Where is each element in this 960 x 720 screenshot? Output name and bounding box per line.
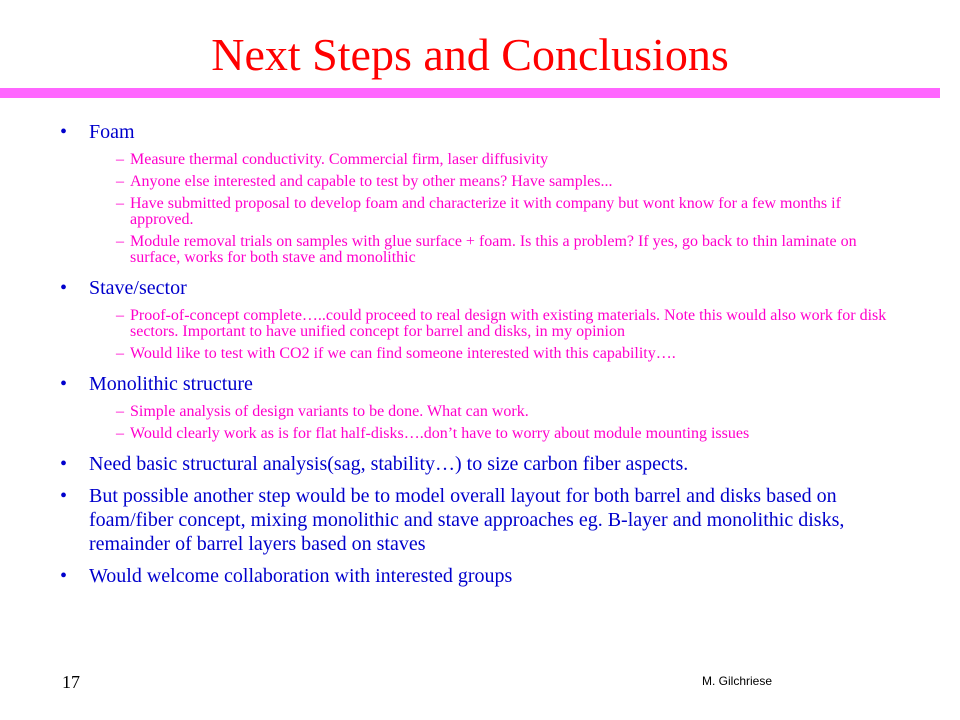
dash-icon: – <box>116 173 124 190</box>
sub-item-text: Module removal trials on samples with glue surface + foam. Is this a problem? If yes, go back to thin laminate on surface, works for both stave and monolithic <box>130 233 857 266</box>
sub-item-text: Have submitted proposal to develop foam and characterize it with company but wont know for a few months if approved. <box>130 195 841 228</box>
list-item-text: Would welcome collaboration with interested groups <box>89 565 513 587</box>
dash-icon: – <box>116 403 124 420</box>
list-item <box>60 484 920 556</box>
list-item <box>60 564 920 588</box>
sub-item <box>60 426 920 442</box>
sub-item-text: Simple analysis of design variants to be done. What can work. <box>130 403 529 420</box>
title-underline <box>0 88 940 98</box>
bullet-icon: • <box>60 121 68 143</box>
list-item-text: But possible another step would be to model overall layout for both barrel and disks based on foam/fiber concept, mixing monolithic and stave approaches eg. B-layer and monolithic disks, remainder of barrel layers based on staves <box>89 485 845 555</box>
sub-item <box>60 346 920 362</box>
sub-item-text: Anyone else interested and capable to test by other means? Have samples... <box>130 173 613 190</box>
list-item <box>60 276 920 362</box>
sub-list <box>60 404 920 442</box>
sub-item <box>60 404 920 420</box>
bullet-icon: • <box>60 485 68 507</box>
dash-icon: – <box>116 307 124 324</box>
sub-item-text: Would like to test with CO2 if we can find someone interested with this capability…. <box>130 345 676 362</box>
sub-item <box>60 234 920 266</box>
bullet-list <box>60 120 920 596</box>
sub-list <box>60 152 920 266</box>
sub-item-text: Proof-of-concept complete…..could proceed to real design with existing materials. Note this would also work for disk sectors. Important to have unified concept for barrel and disks, in my opinion <box>130 307 887 340</box>
page-number: 17 <box>62 672 80 692</box>
author-label: M. Gilchriese <box>702 674 773 688</box>
sub-item-text: Would clearly work as is for flat half-disks….don’t have to worry about module mounting issues <box>130 425 750 442</box>
dash-icon: – <box>116 233 124 250</box>
list-item <box>60 452 920 476</box>
bullet-icon: • <box>60 565 68 587</box>
list-item-text: Monolithic structure <box>89 373 253 395</box>
sub-item <box>60 152 920 168</box>
bullet-icon: • <box>60 373 68 395</box>
sub-item <box>60 196 920 228</box>
bullet-icon: • <box>60 453 68 475</box>
dash-icon: – <box>116 151 124 168</box>
sub-item <box>60 174 920 190</box>
list-item-text: Stave/sector <box>89 277 187 299</box>
list-item <box>60 120 920 266</box>
sub-item-text: Measure thermal conductivity. Commercial firm, laser diffusivity <box>130 151 549 168</box>
slide-title: Next Steps and Conclusions <box>211 29 729 80</box>
bullet-icon: • <box>60 277 68 299</box>
dash-icon: – <box>116 425 124 442</box>
dash-icon: – <box>116 345 124 362</box>
list-item <box>60 372 920 442</box>
sub-item <box>60 308 920 340</box>
sub-list <box>60 308 920 362</box>
list-item-text: Need basic structural analysis(sag, stability…) to size carbon fiber aspects. <box>89 453 689 475</box>
dash-icon: – <box>116 195 124 212</box>
list-item-text: Foam <box>89 121 135 143</box>
